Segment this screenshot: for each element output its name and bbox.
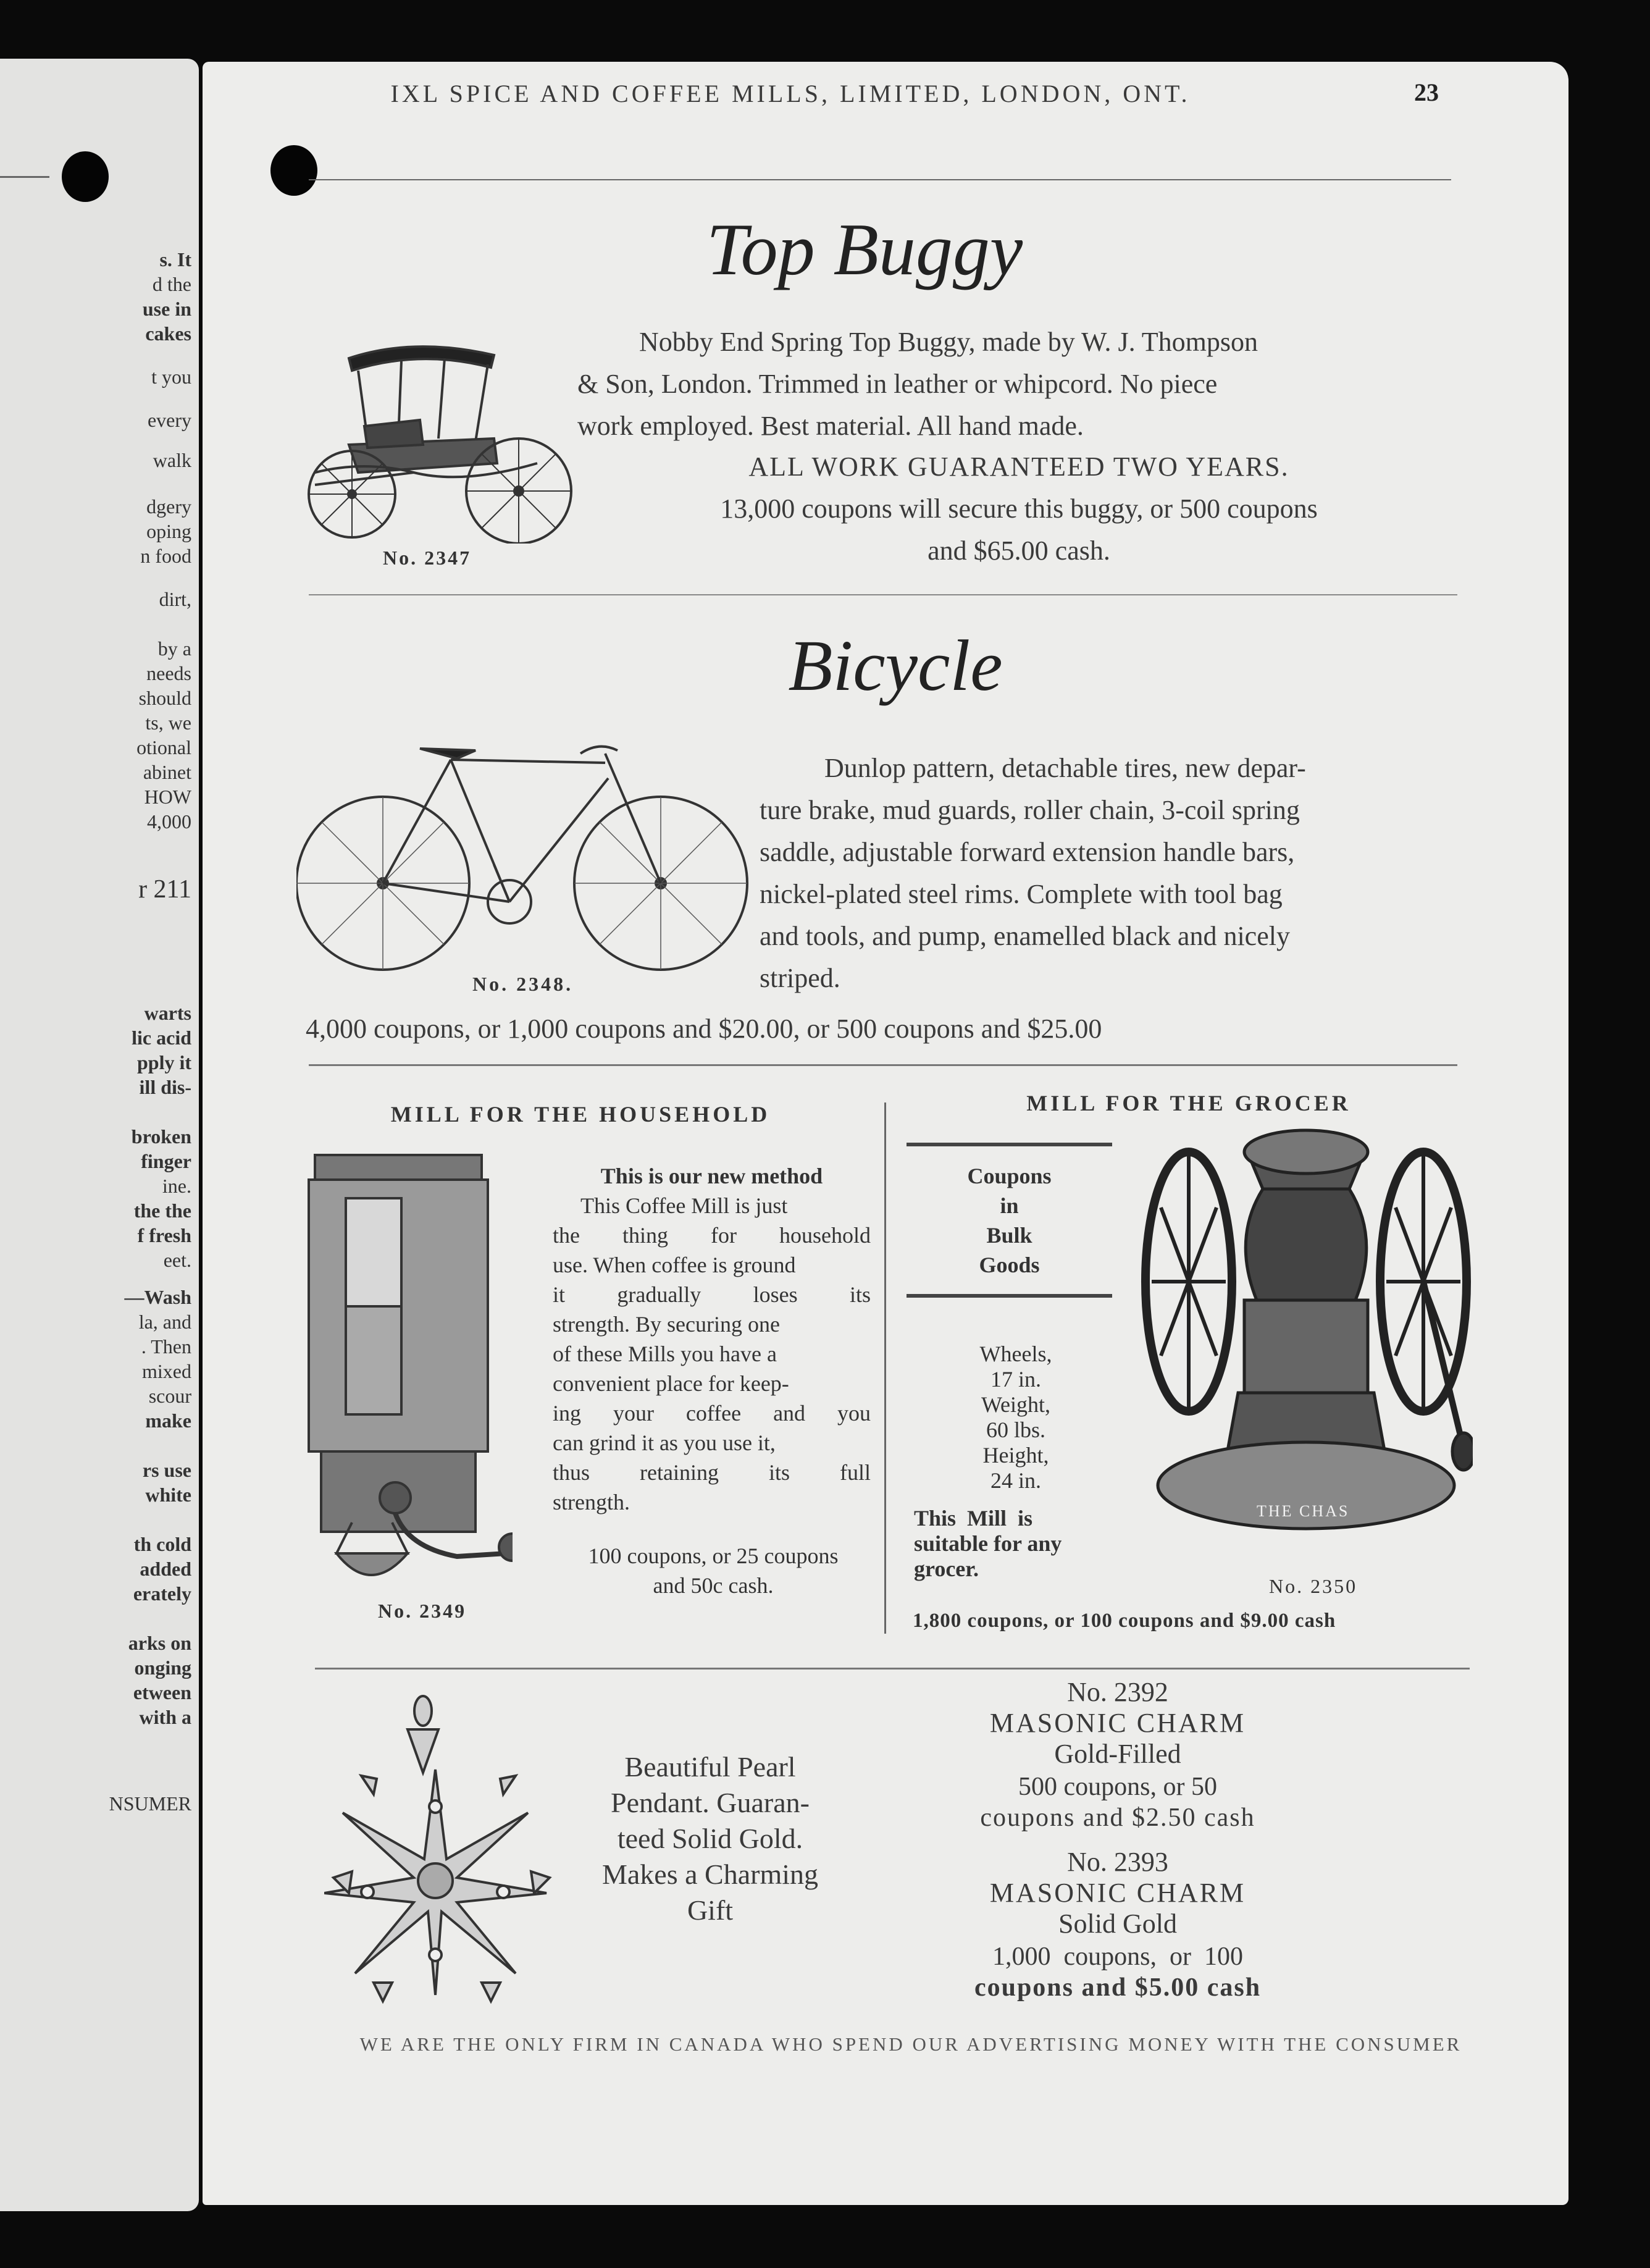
left-page-snippet: with a [139,1706,191,1728]
left-page-snippet: mixed [142,1360,191,1382]
charm-number: No. 2393 [1067,1847,1168,1877]
left-page-snippet: ill dis- [139,1076,191,1098]
left-page-snippet: should [138,687,191,709]
left-page-snippet: NSUMER [109,1792,191,1815]
household-mill-line: strength. [553,1490,630,1514]
household-mill-line: use. When coffee is ground [553,1253,796,1277]
household-mill-heading: MILL FOR THE HOUSEHOLD [390,1102,771,1127]
grocer-box-line: Bulk [986,1223,1032,1248]
household-mill-illustration [303,1152,513,1603]
left-page-snippet: f fresh [137,1224,191,1246]
left-page-snippet: pply it [136,1051,191,1073]
bicycle-line: nickel-plated steel rims. Complete with tool bag [760,879,1283,909]
left-page-snippet: d the [152,273,191,295]
box-rule [907,1143,1112,1146]
left-page-snippet: 4,000 [147,810,191,833]
grocer-note-line: This Mill is [914,1506,1033,1531]
charm-material: Gold-Filled [1054,1739,1181,1769]
buggy-price: and $65.00 cash. [928,536,1110,566]
household-mill-price: and 50c cash. [653,1573,774,1598]
left-page-snippet: needs [146,662,191,684]
grocer-mill-caption: No. 2350 [1269,1575,1358,1597]
left-page-snippet: r 211 [138,875,191,904]
bicycle-line: and tools, and pump, enamelled black and nicely [760,921,1290,951]
charm-price: 1,000 coupons, or 100 [992,1942,1243,1971]
left-page-snippet: ts, we [145,712,191,734]
left-page-snippet: oping [146,520,191,542]
pendant-line: Beautiful Pearl [624,1751,796,1783]
grocer-box-line: in [1000,1193,1019,1218]
buggy-line: & Son, London. Trimmed in leather or whipcord. No piece [577,369,1218,399]
grocer-mill-illustration [1139,1115,1473,1578]
bicycle-line: saddle, adjustable forward extension handle bars, [760,837,1295,867]
section-divider [309,594,1457,595]
buggy-title: Top Buggy [706,208,1023,290]
household-mill-price: 100 coupons, or 25 coupons [588,1544,839,1568]
household-mill-line: it gradually loses its [553,1282,871,1307]
grocer-spec-line: Height, [982,1443,1049,1468]
left-page-snippet: broken [131,1125,191,1148]
buggy-line: Nobby End Spring Top Buggy, made by W. J. Thompson [639,327,1258,357]
household-mill-line: can grind it as you use it, [553,1430,776,1455]
charm-name: MASONIC CHARM [989,1708,1246,1738]
footer-tagline: WE ARE THE ONLY FIRM IN CANADA WHO SPEND OUR ADVERTISING MONEY WITH THE CONSUMER [359,2033,1462,2055]
left-page-snippet: dirt, [159,588,191,610]
household-mill-line: of these Mills you have a [553,1342,777,1366]
left-page-snippet: . Then [141,1335,191,1358]
left-page-snippet: the the [133,1199,191,1222]
left-page-snippet: onging [134,1657,191,1679]
charm-price: coupons and $2.50 cash [980,1804,1255,1832]
charm-material: Solid Gold [1058,1909,1177,1939]
bicycle-line: ture brake, mud guards, roller chain, 3-coil spring [760,795,1300,825]
left-page-snippet: make [145,1409,191,1432]
grocer-spec-line: 17 in. [990,1367,1041,1392]
section-divider [309,1064,1457,1066]
left-page-snippet: erately [133,1582,191,1605]
bicycle-price: 4,000 coupons, or 1,000 coupons and $20.00, or 500 coupons and $25.00 [306,1014,1102,1044]
grocer-engraving: THE CHAS [1257,1502,1350,1520]
rule [0,176,49,178]
left-page-snippet: la, and [138,1311,191,1333]
left-page-snippet: —Wash [124,1286,191,1308]
grocer-mill-heading: MILL FOR THE GROCER [1026,1091,1351,1115]
grocer-note-line: suitable for any [914,1531,1062,1556]
section-divider [315,1668,1470,1670]
bicycle-illustration [296,735,753,982]
left-page-snippet: th cold [133,1533,191,1555]
running-head: IXL SPICE AND COFFEE MILLS, LIMITED, LONDON, ONT. [390,80,1191,107]
grocer-spec-line: 24 in. [990,1468,1041,1493]
buggy-illustration [290,334,580,544]
pendant-line: Makes a Charming [601,1858,819,1890]
pendant-line: teed Solid Gold. [617,1823,803,1854]
household-mill-caption: No. 2349 [378,1600,467,1622]
charm-number: No. 2392 [1067,1677,1168,1707]
page-number: 23 [1414,78,1439,106]
left-page-fragment [0,59,199,2211]
pearl-pendant-illustration [324,1692,559,2014]
household-mill-line: This is our new method [600,1164,823,1188]
left-page-snippet: added [140,1558,191,1580]
left-page-snippet: s. It [159,248,191,271]
bicycle-title: Bicycle [788,625,1003,706]
left-page-snippet: by a [157,637,191,660]
buggy-caption: No. 2347 [383,547,472,569]
left-page-snippet: rs use [142,1459,191,1481]
household-mill-line: thus retaining its full [553,1460,871,1485]
left-page-snippet: ine. [162,1175,191,1197]
left-page-snippet: n food [140,545,191,567]
pendant-line: Pendant. Guaran- [611,1787,810,1818]
left-page-snippet: etween [133,1681,191,1703]
buggy-price: 13,000 coupons will secure this buggy, or 500 coupons [720,494,1318,524]
left-page-snippet: use in [142,298,191,320]
buggy-guarantee: ALL WORK GUARANTEED TWO YEARS. [748,452,1289,482]
grocer-note-line: grocer. [914,1556,979,1581]
column-divider [884,1102,886,1634]
bicycle-caption: No. 2348. [472,973,574,995]
left-page-snippet: t you [151,366,191,388]
left-page-snippet: eet. [163,1249,191,1271]
grocer-box-line: Coupons [967,1164,1052,1188]
binding-hole [270,145,317,196]
charm-price: coupons and $5.00 cash [974,1973,1262,2002]
household-mill-line: This Coffee Mill is just [580,1193,788,1218]
bicycle-line: striped. [760,963,840,993]
left-page-snippet: finger [141,1150,191,1172]
grocer-spec-line: Weight, [981,1392,1051,1417]
household-mill-line: ing your coffee and you [553,1401,871,1426]
charm-price: 500 coupons, or 50 [1018,1773,1217,1801]
charm-name: MASONIC CHARM [989,1878,1246,1908]
left-page-snippet: otional [136,736,191,758]
buggy-line: work employed. Best material. All hand made. [577,411,1084,441]
left-page-snippet: walk [153,449,191,471]
box-rule [907,1294,1112,1298]
left-page-snippet: abinet [143,761,191,783]
binding-hole [62,151,109,202]
bicycle-line: Dunlop pattern, detachable tires, new depar- [824,753,1306,783]
household-mill-line: strength. By securing one [553,1312,780,1337]
grocer-spec-line: Wheels, [979,1342,1052,1366]
header-rule [309,179,1451,180]
left-page-snippet: arks on [128,1632,191,1654]
left-page-snippet: white [145,1484,191,1506]
left-page-snippet: warts [144,1002,191,1024]
grocer-spec-line: 60 lbs. [986,1418,1045,1442]
left-page-snippet: every [147,409,191,431]
household-mill-line: the thing for household [553,1223,871,1248]
left-page-snippet: scour [148,1385,191,1407]
left-page-snippet: HOW [144,786,191,808]
pendant-line: Gift [687,1894,734,1926]
left-page-snippet: dgery [146,495,191,518]
household-mill-line: convenient place for keep- [553,1371,789,1396]
left-page-snippet: cakes [145,322,191,345]
left-page-snippet: lic acid [132,1027,191,1049]
grocer-box-line: Goods [979,1253,1040,1277]
grocer-mill-price: 1,800 coupons, or 100 coupons and $9.00 cash [913,1610,1336,1632]
